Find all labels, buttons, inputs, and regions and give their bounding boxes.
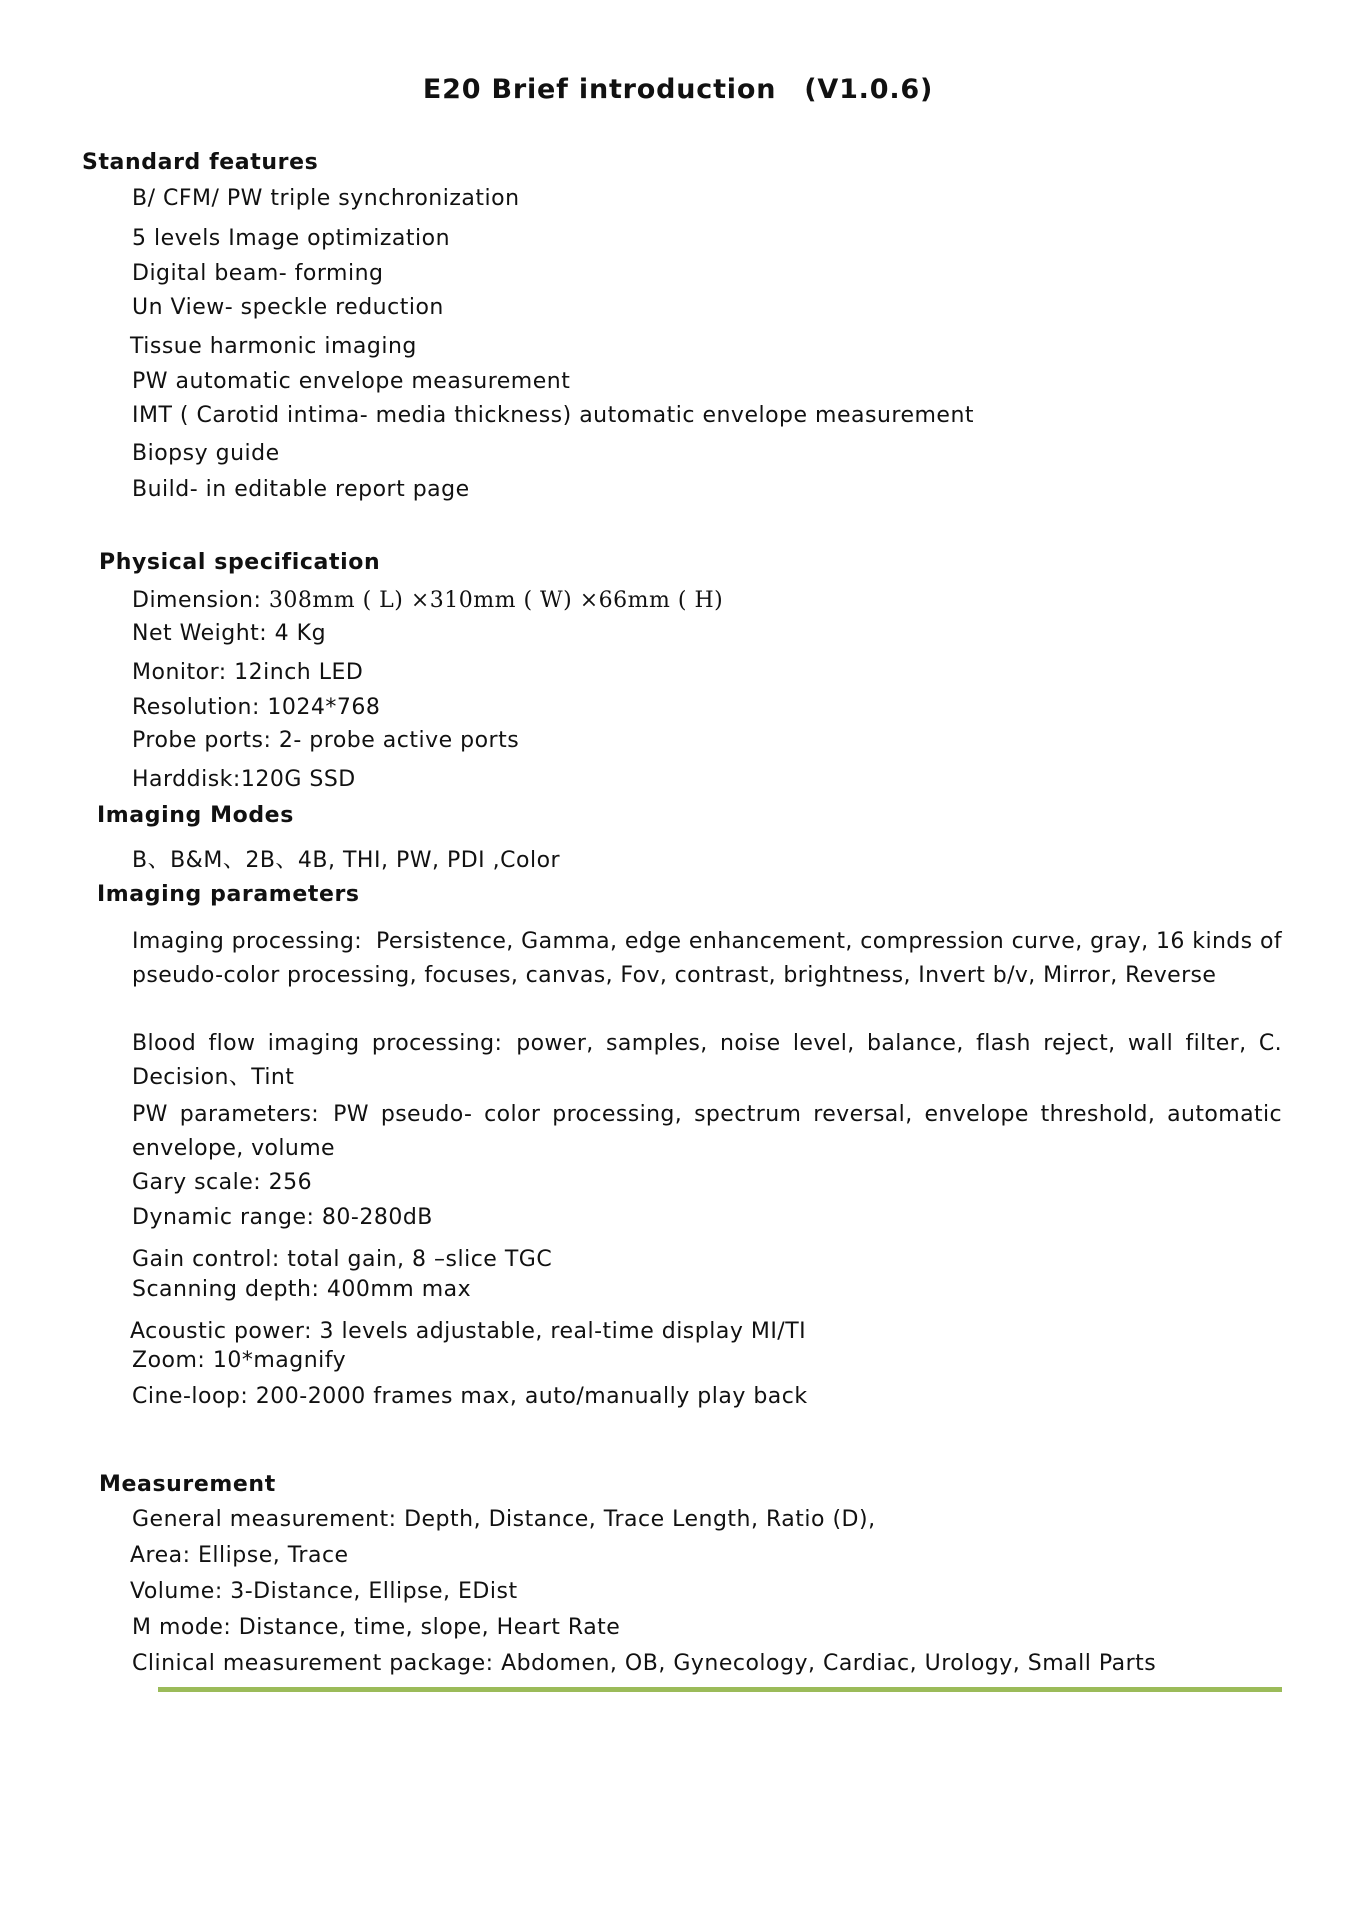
feature-item: Biopsy guide: [132, 441, 280, 466]
imaging-modes-list: B、B&M、2B、4B, THI, PW, PDI ,Color: [132, 848, 561, 873]
feature-item: Un View- speckle reduction: [132, 295, 444, 320]
gray-scale: Gary scale: 256: [132, 1170, 313, 1195]
dimension-line: [132, 588, 723, 613]
zoom: Zoom: 10*magnify: [132, 1348, 347, 1373]
clinical-package: Clinical measurement package: Abdomen, OB, Gynecology, Cardiac, Urology, Small Parts: [132, 1651, 1157, 1676]
scanning-depth: Scanning depth: 400mm max: [132, 1277, 472, 1302]
gain-control: Gain control: total gain, 8 –slice TGC: [132, 1247, 553, 1272]
pw-parameters-label: PW parameters:: [132, 1102, 320, 1127]
feature-item: Build- in editable report page: [132, 477, 470, 502]
blood-flow-value: power, samples, noise level, balance, flash reject, wall filter, C. Decision、Tint: [132, 1031, 1282, 1090]
probe-ports: Probe ports: 2- probe active ports: [132, 728, 520, 753]
imaging-parameters-heading: Imaging parameters: [97, 882, 360, 907]
blood-flow-label: Blood flow imaging processing:: [132, 1031, 503, 1056]
feature-item: 5 levels Image optimization: [132, 226, 451, 251]
feature-item: IMT ( Carotid intima- media thickness) automatic envelope measurement: [132, 403, 975, 428]
version-text: (V1.0.6): [804, 74, 934, 105]
acoustic-power: Acoustic power: 3 levels adjustable, real-time display MI/TI: [130, 1319, 807, 1344]
cine-loop: Cine-loop: 200-2000 frames max, auto/manually play back: [132, 1384, 808, 1409]
feature-item: B/ CFM/ PW triple synchronization: [132, 186, 520, 211]
pw-parameters-value: PW pseudo- color processing, spectrum reversal, envelope threshold, automatic envelope, volume: [132, 1102, 1282, 1161]
standard-features-heading: Standard features: [82, 150, 319, 175]
physical-spec-heading: Physical specification: [99, 550, 381, 575]
m-mode-measurement: M mode: Distance, time, slope, Heart Rate: [132, 1615, 621, 1640]
dimension-value: 308mm ( L) ×310mm ( W) ×66mm ( H): [268, 588, 724, 613]
footer-divider: [158, 1687, 1282, 1692]
blood-flow-param: [132, 1027, 1282, 1095]
area-measurement: Area: Ellipse, Trace: [130, 1543, 349, 1568]
dimension-label: Dimension:: [132, 588, 262, 613]
feature-item: Tissue harmonic imaging: [130, 334, 417, 359]
imaging-modes-heading: Imaging Modes: [97, 803, 294, 828]
pw-parameters-param: [132, 1098, 1282, 1166]
volume-measurement: Volume: 3-Distance, Ellipse, EDist: [130, 1579, 518, 1604]
imaging-processing-param: [132, 925, 1282, 993]
imaging-processing-label: Imaging processing:: [132, 929, 363, 954]
general-measurement: General measurement: Depth, Distance, Trace Length, Ratio (D),: [132, 1507, 876, 1532]
measurement-heading: Measurement: [99, 1472, 276, 1497]
title-text: E20 Brief introduction: [422, 74, 777, 105]
imaging-processing-value: Persistence, Gamma, edge enhancement, compression curve, gray, 16 kinds of pseudo-color processing, focuses, canvas, Fov, contrast, brightness, Invert b/v, Mirror, Reverse: [132, 929, 1283, 988]
resolution: Resolution: 1024*768: [132, 695, 381, 720]
monitor: Monitor: 12inch LED: [132, 660, 364, 685]
net-weight: Net Weight: 4 Kg: [132, 621, 327, 646]
dynamic-range: Dynamic range: 80-280dB: [132, 1205, 433, 1230]
feature-item: Digital beam- forming: [132, 261, 384, 286]
harddisk: Harddisk:120G SSD: [132, 767, 356, 792]
feature-item: PW automatic envelope measurement: [132, 369, 571, 394]
page-title: [0, 74, 1356, 105]
